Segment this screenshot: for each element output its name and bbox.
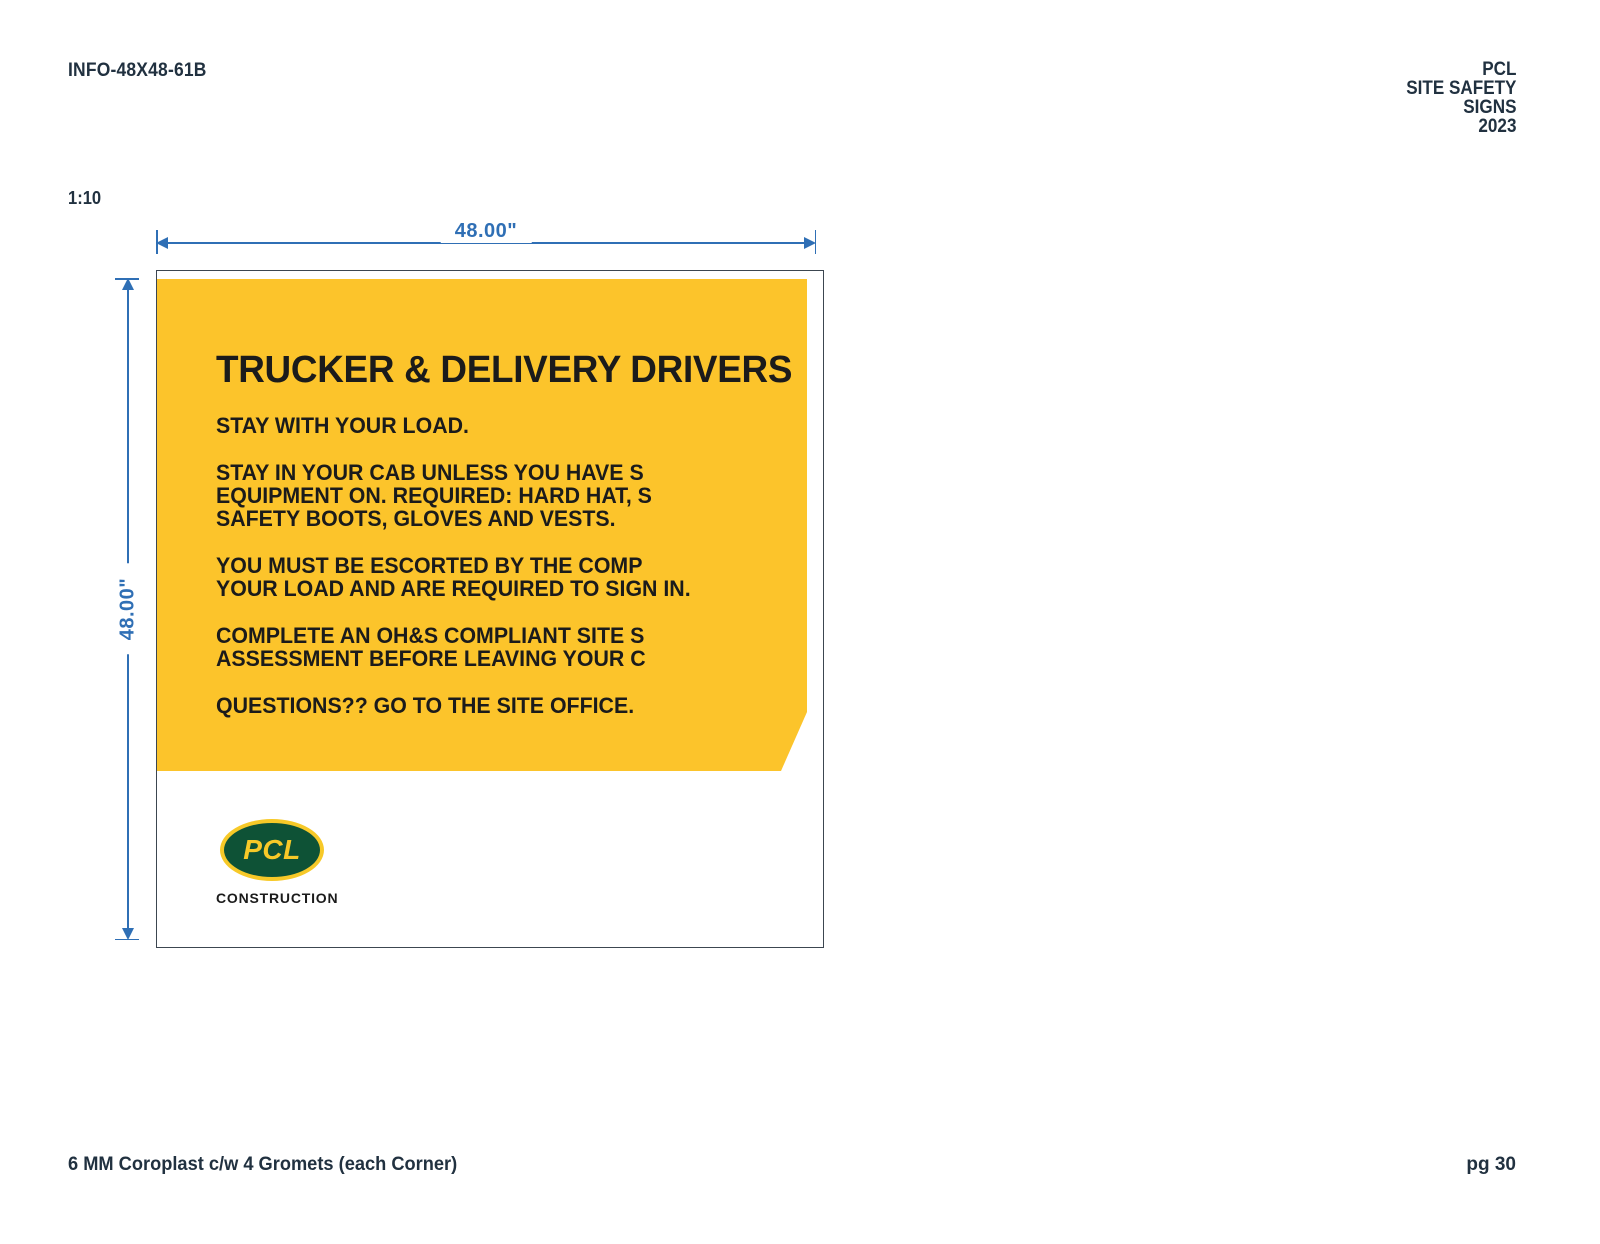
pcl-logo: [216, 819, 366, 906]
scale-label: 1:10: [68, 188, 102, 208]
footer-note: 6 MM Coroplast c/w 4 Gromets (each Corner): [68, 1154, 458, 1175]
sign-paragraph: [216, 554, 759, 600]
sign-line: STAY IN YOUR CAB UNLESS YOU HAVE S: [216, 460, 644, 485]
brand-line-2: SITE SAFETY: [1405, 78, 1516, 99]
arrow-right-icon: [804, 237, 816, 249]
sign-paragraph: [216, 694, 759, 717]
dimension-height: [116, 278, 139, 940]
sign-line: YOU MUST BE ESCORTED BY THE COMP: [216, 553, 643, 578]
sign-line: COMPLETE AN OH&S COMPLIANT SITE S: [216, 623, 645, 648]
dimension-height-label: 48.00": [117, 564, 140, 655]
dimension-width-label: 48.00": [441, 220, 532, 243]
sign-paragraph: [216, 624, 759, 670]
sign-line: ASSESSMENT BEFORE LEAVING YOUR C: [216, 646, 646, 671]
brand-line-4: 2023: [1477, 116, 1516, 137]
sign-artboard: [156, 270, 824, 948]
brand-header: [1406, 60, 1516, 136]
sign-paragraph: [216, 414, 759, 437]
brand-line-3: SIGNS: [1462, 97, 1516, 118]
arrow-left-icon: [156, 237, 168, 249]
brand-line-1: PCL: [1481, 59, 1516, 80]
pcl-logo-mark: [220, 819, 324, 881]
dimension-width: [156, 220, 816, 244]
page-number: pg 30: [1466, 1154, 1516, 1175]
arrow-up-icon: [122, 278, 134, 290]
sign-line: QUESTIONS?? GO TO THE SITE OFFICE.: [216, 693, 635, 718]
sign-line: SAFETY BOOTS, GLOVES AND VESTS.: [216, 506, 616, 531]
sign-title: TRUCKER & DELIVERY DRIVERS: [216, 349, 793, 391]
sign-line: STAY WITH YOUR LOAD.: [216, 413, 469, 438]
document-code: INFO-48X48-61B: [68, 60, 207, 81]
pcl-logo-text: PCL: [243, 834, 301, 865]
sign-line: EQUIPMENT ON. REQUIRED: HARD HAT, S: [216, 483, 652, 508]
sign-body: [216, 414, 776, 717]
arrow-down-icon: [122, 928, 134, 940]
pcl-logo-subtitle: CONSTRUCTION: [216, 890, 339, 906]
sign-line: YOUR LOAD AND ARE REQUIRED TO SIGN IN.: [216, 576, 691, 601]
sign-paragraph: [216, 461, 759, 530]
